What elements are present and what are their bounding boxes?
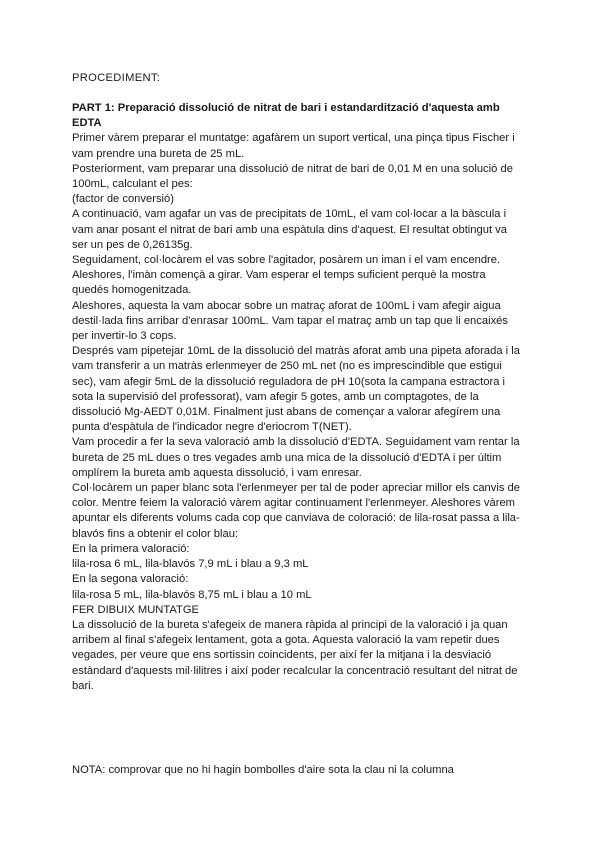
paragraph-primera-valoracio-title: En la primera valoració: [72, 542, 190, 555]
paragraph-dibuix-muntatge: FER DIBUIX MUNTATGE [72, 603, 199, 616]
paragraph-agitador: Seguidament, col·locàrem el vas sobre l'agitador, posàrem un iman i el vam encendre. Aleshores, l'imàn començà a girar. Vam esperar el temps suficient perquè la mostra quedés homogenitzada. [72, 254, 501, 297]
paragraph-canvis-color: Col·locàrem un paper blanc sota l'erlenmeyer per tal de poder apreciar millor els canvis de color. Mentre feiem la valoració vàrem agitar continuament l'erlenmeyer. Aleshores vàrem apuntar els diferents volums cada cop que canviava de coloració: de lila-rosat passa a lila-blavós fins a obtenir el color blau: [72, 482, 520, 540]
part-1-title: PART 1: Preparació dissolució de nitrat de bari i estandardització d'aquesta amb EDTA [72, 102, 500, 130]
paragraph-muntatge: Primer vàrem preparar el muntatge: agafàrem un suport vertical, una pinça tipus Fischer i vam prendre una bureta de 25 mL. [72, 132, 515, 160]
procedure-heading: PROCEDIMENT: [72, 72, 161, 84]
note-text: NOTA: comprovar que no hi hagin bombolles d'aire sota la clau ni la columna [72, 764, 454, 776]
paragraph-pesada: A continuació, vam agafar un vas de precipitats de 10mL, el vam col·locar a la bàscula i vam anar posant el nitrat de bari amb una espàtula dins d'aquest. El resultat obtingut va ser un pes de 0,26135g. [72, 208, 507, 251]
paragraph-factor-conversio: (factor de conversió) [72, 193, 174, 206]
paragraph-conclusio: La dissolució de la bureta s'afegeix de manera ràpida al principi de la valoració i ja quan arribem al final s'afegeix lentament, gota a gota. Aquesta valoració la vam repetir dues vegades, per veure que ens sortissin coincidents, per així fer la mitjana i la desviació estàndard d'aquests mil·lilitres i així poder recalcular la concentració resultant del nitrat de bari. [72, 618, 518, 692]
paragraph-preparacio-dissolucio: Posteriorment, vam preparar una dissolució de nitrat de bari de 0,01 M en una solució de 100mL, calculant el pes: [72, 162, 513, 191]
document-body [72, 101, 524, 694]
paragraph-valoracio-edta: Vam procedir a fer la seva valoració amb la dissolució d'EDTA. Seguidament vam rentar la bureta de 25 mL dues o tres vegades amb una mica de la dissolució d'EDTA i per últim omplírem la bureta amb aquesta dissolució, i vam enresar. [72, 436, 520, 479]
paragraph-pipetejar: Després vam pipetejar 10mL de la dissolució del matràs aforat amb una pipeta aforada i la vam transferir a un matràs erlenmeyer de 250 mL net (no es imprescindible que estigui sec), vam afegir 5mL de la dissolució reguladora de pH 10(sota la campana estractora i sota la supervisió del professorat), vam afegir 5 gotes, amb un comptagotes, de la dissolució Mg-AEDT 0,01M. Finalment just abans de començar a valorar afegírem una punta d'espàtula de l'indicador negre d'eriocrom T(NET). [72, 345, 520, 434]
paragraph-segona-valoracio-values: lila-rosa 5 mL, lila-blavós 8,75 mL i blau a 10 mL [72, 588, 312, 601]
paragraph-matrac-aforat: Aleshores, aquesta la vam abocar sobre un matraç aforat de 100mL i vam afegir aigua destil·lada fins arribar d'enrasar 100mL. Vam tapar el matraç amb un tap que li encaixés per invertir-lo 3 cops. [72, 299, 508, 343]
paragraph-primera-valoracio-values: lila-rosa 6 mL, lila-blavós 7,9 mL i blau a 9,3 mL [72, 558, 309, 571]
paragraph-segona-valoracio-title: En la segona valoració: [72, 573, 189, 586]
